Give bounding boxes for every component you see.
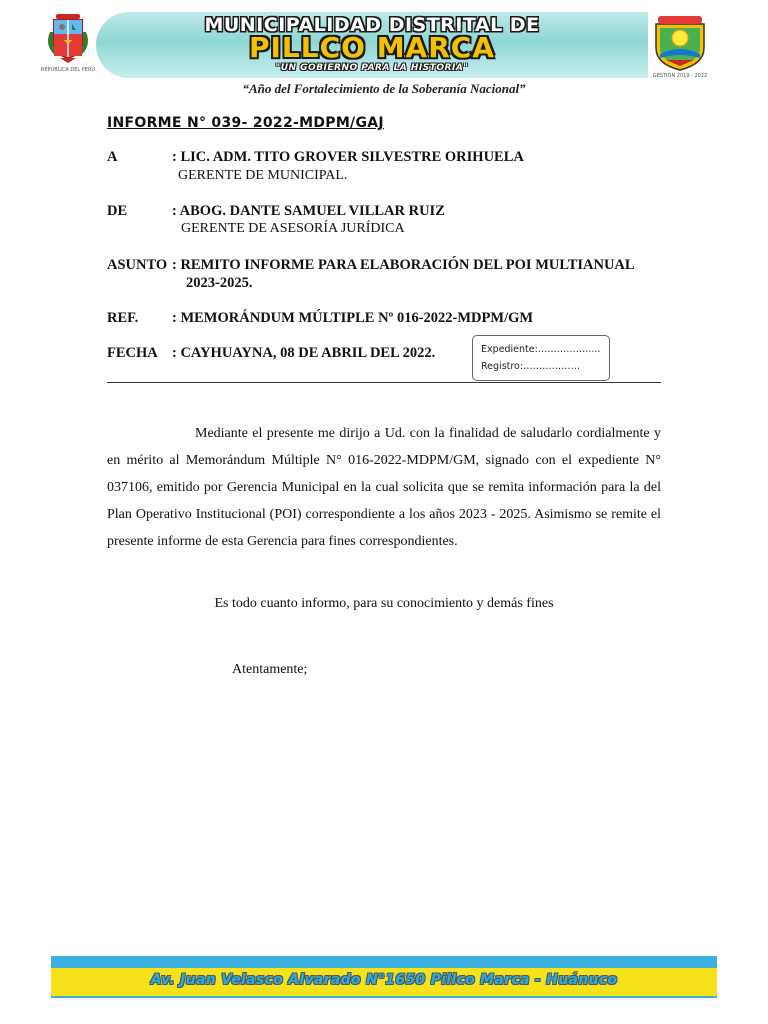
to-role: GERENTE DE MUNICIPAL. — [178, 168, 348, 183]
ref-label: REF. — [107, 310, 139, 326]
subject-line-1: : REMITO INFORME PARA ELABORACIÓN DEL POI MULTIANUAL — [172, 257, 635, 273]
municipal-emblem-icon — [652, 14, 708, 72]
subject-label: ASUNTO — [107, 257, 168, 273]
to-name: : LIC. ADM. TITO GROVER SILVESTRE ORIHUELA — [172, 149, 524, 165]
left-logo-caption: REPÚBLICA DEL PERÚ — [40, 67, 96, 73]
body-text: Mediante el presente me dirijo a Ud. con la finalidad de saludarlo cordialmente y en mérito al Memorándum Múltiple N° 016-2022-MDPM/GM, signado con el expediente N° 037106, emitido por Gerencia Municipal en la cual solicita que se remita información para la del Plan Operativo Institucional (POI) correspondiente a los años 2023 - 2025. Asimismo se remite el presente informe de esta Gerencia para fines correspondientes. — [107, 426, 661, 549]
from-role: GERENTE DE ASESORÍA JURÍDICA — [181, 221, 405, 236]
header-divider — [107, 382, 661, 383]
subject-line-2: 2023-2025. — [186, 275, 253, 291]
ref-value: : MEMORÁNDUM MÚLTIPLE Nº 016-2022-MDPM/GM — [172, 310, 534, 326]
registry-stamp-box — [472, 335, 610, 381]
expediente-line: Expediente:……………..... — [481, 344, 601, 355]
banner-name: PILLCO MARCA — [248, 31, 496, 64]
regards-line: Atentamente; — [232, 662, 308, 677]
peru-coat-of-arms-icon — [38, 12, 98, 64]
date-label: FECHA — [107, 345, 158, 361]
closing-line: Es todo cuanto informo, para su conocimiento y demás fines — [214, 596, 554, 611]
footer-band — [51, 956, 717, 998]
from-label: DE — [107, 203, 128, 219]
letterhead — [0, 0, 768, 100]
informe-title: INFORME N° 039- 2022-MDPM/GAJ — [107, 115, 384, 131]
body-paragraph — [107, 420, 661, 555]
from-name: : ABOG. DANTE SAMUEL VILLAR RUIZ — [172, 203, 445, 219]
year-motto: “Año del Fortalecimiento de la Soberanía Nacional” — [242, 81, 526, 96]
registro-line: Registro:……………… — [481, 361, 581, 372]
right-logo-caption: GESTIÓN 2019 - 2022 — [652, 73, 708, 79]
banner-slogan: "UN GOBIERNO PARA LA HISTORIA" — [275, 63, 469, 73]
date-value: : CAYHUAYNA, 08 DE ABRIL DEL 2022. — [172, 345, 436, 361]
footer-address: Av. Juan Velasco Alvarado N°1650 Pillco Marca - Huánuco — [150, 972, 618, 988]
to-label: A — [107, 149, 118, 165]
banner-title: MUNICIPALIDAD DISTRITAL DE — [204, 14, 540, 36]
